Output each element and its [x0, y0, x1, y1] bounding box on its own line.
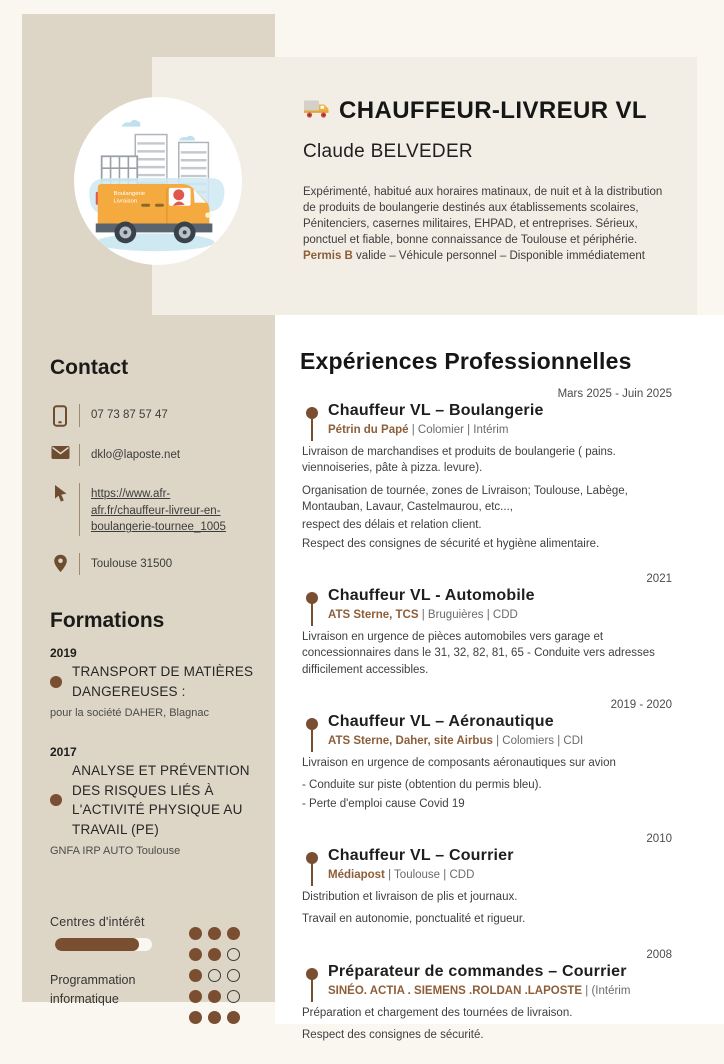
skill-dots — [189, 927, 240, 1024]
envelope-icon — [50, 445, 70, 460]
dot-filled-icon — [208, 1011, 221, 1024]
experience-subtitle — [300, 424, 672, 436]
contact-item-website — [50, 483, 259, 536]
experience-entry — [300, 699, 672, 812]
formation-title: TRANSPORT DE MATIÈRES DANGEREUSES : — [72, 664, 254, 699]
experience-subtitle — [300, 869, 672, 881]
description-line: - Conduite sur piste (obtention du permis bleu). — [302, 779, 542, 792]
formations-section-title: Formations — [50, 609, 165, 633]
bullet-icon — [50, 676, 62, 688]
permis-line — [303, 248, 671, 264]
timeline-pin-icon — [306, 852, 318, 864]
van-caption-line1: Boulangerie — [113, 190, 146, 197]
experience-subtitle — [300, 609, 672, 621]
interest-progress-fill — [55, 938, 139, 951]
experience-date: 2019 - 2020 — [610, 698, 672, 711]
dot-filled-icon — [227, 927, 240, 940]
experience-entry — [300, 833, 672, 928]
avatar — [74, 97, 242, 265]
dot-filled-icon — [189, 969, 202, 982]
description-line: Livraison de marchandises et produits de boulangerie ( pains. viennoiseries, pâte à pizza. levure). — [302, 446, 616, 475]
experience-title: Chauffeur VL – Boulangerie — [328, 402, 544, 419]
company-name: ATS Sterne, Daher, site Airbus — [328, 734, 493, 747]
formation-org: GNFA IRP AUTO Toulouse — [50, 845, 181, 858]
experience-subtitle — [300, 735, 672, 747]
website-link[interactable]: https://www.afr-afr.fr/chauffeur-livreur-en-boulangerie-tournee_1005 — [91, 488, 226, 534]
divider — [79, 483, 80, 536]
experience-title: Chauffeur VL - Automobile — [328, 586, 535, 604]
experience-description — [300, 444, 672, 552]
description-line: respect des délais et relation client. — [302, 519, 482, 532]
interests-label: Centres d'intérêt — [50, 915, 145, 930]
formation-title: ANALYSE ET PRÉVENTION DES RISQUES LIÉS À L'ACTIVITÉ PHYSIQUE AU TRAVAIL (PE) — [72, 763, 250, 837]
description-line: Distribution et livraison de plis et journaux. — [302, 890, 518, 903]
formation-year: 2019 — [50, 646, 77, 661]
experience-title: Chauffeur VL – Aéronautique — [328, 712, 554, 730]
mobile-phone-icon — [50, 405, 70, 427]
experience-meta: | Toulouse | CDD — [384, 868, 475, 881]
skill-label: Programmation informatique — [50, 973, 136, 1007]
company-name: Pétrin du Papé — [328, 424, 409, 436]
page-title: CHAUFFEUR-LIVREUR VL — [339, 97, 647, 124]
timeline-pin-icon — [306, 592, 318, 604]
dot-filled-icon — [208, 948, 221, 961]
cursor-arrow-icon — [50, 484, 70, 503]
description-line: Organisation de tournée, zones de Livraison; Toulouse, Labège, Montauban, Lavaur, Castelmaurou, etc..., — [302, 484, 628, 513]
interest-progress-bar — [55, 938, 152, 951]
experience-date: 2021 — [646, 572, 672, 585]
timeline-pin-icon — [306, 718, 318, 730]
formations-section — [50, 609, 259, 857]
description-line: Travail en autonomie, ponctualité et rigueur. — [302, 913, 526, 926]
email-address: dklo@laposte.net — [91, 449, 181, 461]
company-name: SINÉO. ACTIA . SIEMENS .ROLDAN .LAPOSTE — [328, 984, 583, 997]
experience-date: Mars 2025 - Juin 2025 — [557, 388, 672, 400]
interests-section — [50, 915, 259, 1009]
divider — [79, 444, 80, 466]
experiences-title: Expériences Professionnelles — [300, 348, 632, 374]
dot-empty-icon — [227, 990, 240, 1003]
dot-empty-icon — [227, 969, 240, 982]
dot-filled-icon — [208, 990, 221, 1003]
formation-entry — [50, 646, 259, 719]
description-line: Respect des consignes de sécurité. — [302, 1028, 484, 1041]
person-name: Claude BELVEDER — [303, 141, 473, 162]
company-name: Médiapost — [328, 868, 385, 881]
contact-section-title: Contact — [50, 356, 129, 379]
experience-description — [300, 755, 672, 812]
delivery-truck-icon — [303, 98, 331, 124]
experience-meta: | Colomiers | CDI — [492, 734, 584, 747]
divider — [79, 553, 80, 575]
formation-org: pour la société DAHER, Blagnac — [50, 707, 209, 720]
bullet-icon — [50, 794, 62, 806]
description-line: Livraison en urgence de pièces automobiles vers garage et concessionnaires dans le 31, 32, 82, 81, 65 - Conduite vers adresses difficilement accessibles. — [302, 630, 655, 676]
experience-description — [300, 629, 672, 678]
dot-filled-icon — [227, 1011, 240, 1024]
experiences-section — [300, 348, 672, 1064]
experience-entry — [300, 573, 672, 678]
experience-title: Préparateur de commandes – Courrier — [328, 962, 627, 980]
dot-filled-icon — [189, 1011, 202, 1024]
timeline-pin-icon — [306, 968, 318, 980]
dot-empty-icon — [227, 948, 240, 961]
experience-subtitle — [300, 985, 672, 997]
experience-date: 2010 — [646, 832, 672, 845]
description-line: - Perte d'emploi cause Covid 19 — [302, 797, 465, 810]
experience-date: 2008 — [646, 948, 672, 961]
experience-entry — [300, 388, 672, 552]
experience-meta: | Bruguières | CDD — [418, 608, 518, 621]
permis-label: Permis B — [303, 250, 353, 263]
contact-item-phone — [50, 404, 259, 427]
contact-item-location — [50, 553, 259, 575]
location-text: Toulouse 31500 — [91, 558, 173, 571]
description-line: Livraison en urgence de composants aéronautiques sur avion — [302, 756, 616, 769]
permis-details: valide – Véhicule personnel – Disponible immédiatement — [352, 250, 645, 263]
timeline-pin-icon — [306, 407, 318, 419]
formation-year: 2017 — [50, 745, 77, 760]
location-pin-icon — [50, 554, 70, 573]
experience-description — [300, 889, 672, 928]
experience-entry — [300, 949, 672, 1044]
dot-filled-icon — [189, 948, 202, 961]
contact-list — [50, 404, 259, 575]
profile-summary: Expérimenté, habitué aux horaires matinaux, de nuit et à la distribution de produits de boulangerie destinés aux établissements scolaires, Pénitenciers, casernes militaires, EHPAD, et entreprises. Sérieux, ponctuel et fiable, bonne connaissance de Toulouse et périphérie. — [303, 186, 663, 247]
dot-filled-icon — [189, 927, 202, 940]
experience-meta: | (Intérim — [582, 984, 631, 997]
dot-filled-icon — [189, 990, 202, 1003]
description-line: Respect des consignes de sécurité et hygiène alimentaire. — [302, 537, 600, 550]
experience-title: Chauffeur VL – Courrier — [328, 846, 514, 864]
experience-meta: | Colomier | Intérim — [408, 424, 509, 436]
formation-entry — [50, 745, 259, 857]
delivery-van-illustration — [74, 97, 242, 265]
company-name: ATS Sterne, TCS — [328, 608, 419, 621]
dot-empty-icon — [208, 969, 221, 982]
description-line: Préparation et chargement des tournées de livraison. — [302, 1006, 573, 1019]
contact-item-email — [50, 444, 259, 466]
dot-filled-icon — [208, 927, 221, 940]
phone-number: 07 73 87 57 47 — [91, 409, 168, 421]
van-caption-line2: Livraison — [113, 198, 138, 205]
divider — [79, 404, 80, 427]
